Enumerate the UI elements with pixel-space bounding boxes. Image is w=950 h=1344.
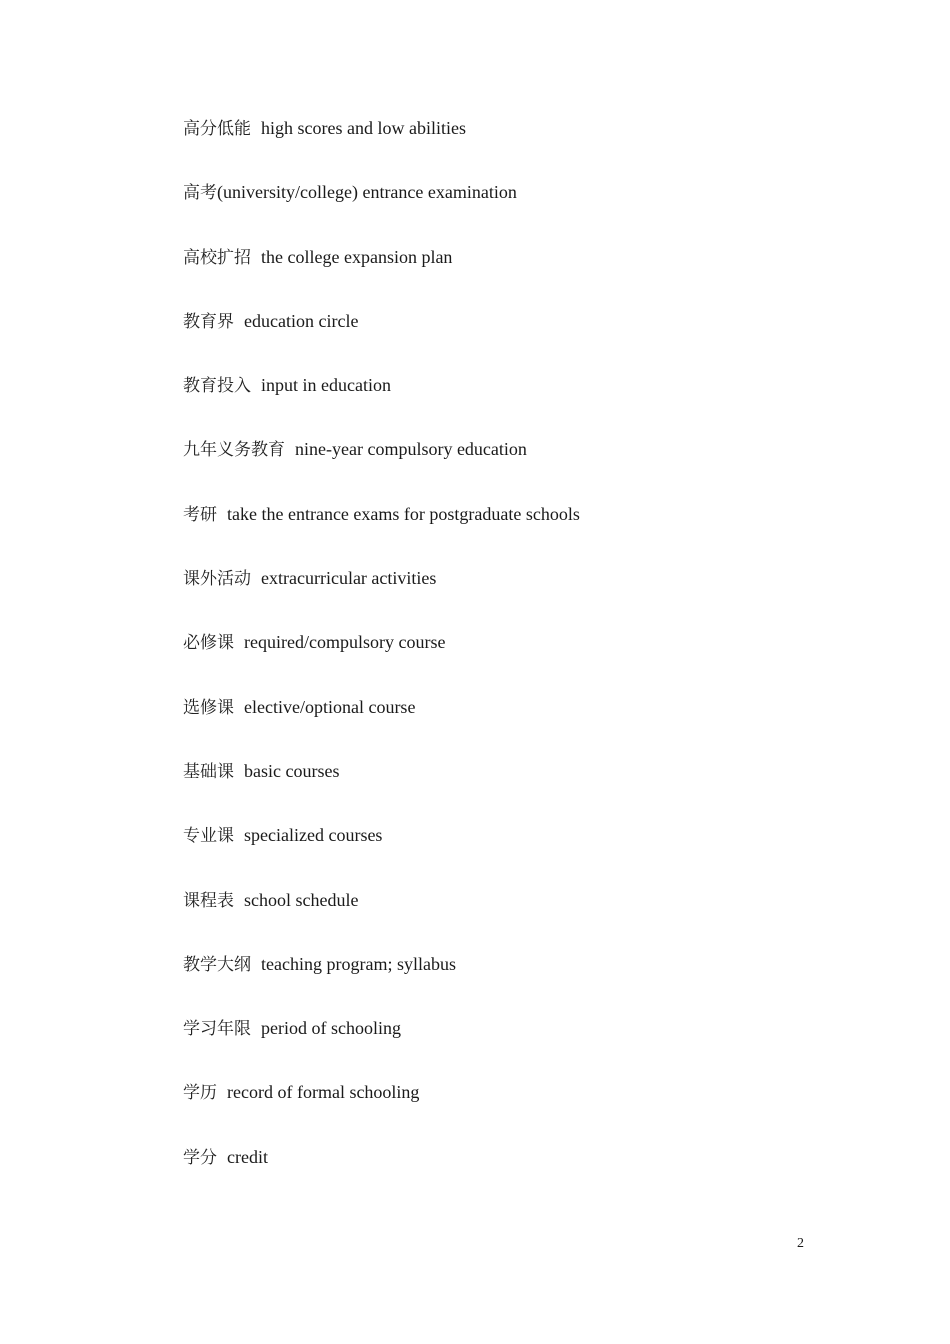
term-english: (university/college) entrance examination [217,182,517,203]
term-english: high scores and low abilities [261,118,466,138]
glossary-list [183,116,580,1209]
page-number: 2 [797,1236,804,1251]
term-chinese: 考研 [183,504,217,525]
term-english: teaching program; syllabus [261,953,456,974]
term-english: basic courses [244,760,340,781]
glossary-entry [183,630,580,694]
term-chinese: 九年义务教育 [183,440,285,461]
term-english: required/compulsory course [244,632,446,653]
term-chinese: 教学大纲 [183,954,251,975]
term-english: the college expansion plan [261,246,453,267]
term-chinese: 基础课 [183,761,234,782]
glossary-entry [183,952,580,1016]
term-chinese: 高校扩招 [183,247,251,268]
glossary-entry [183,695,580,759]
glossary-entry [183,566,580,630]
term-chinese: 教育界 [183,311,234,332]
glossary-entry [183,1080,580,1144]
glossary-entry [183,888,580,952]
term-chinese: 学习年限 [183,1019,251,1040]
glossary-entry [183,180,580,244]
term-chinese: 必修课 [183,633,234,654]
glossary-entry [183,116,580,180]
glossary-entry [183,502,580,566]
term-english: school schedule [244,889,359,910]
term-english: record of formal schooling [227,1082,420,1103]
term-english: extracurricular activities [261,568,437,589]
term-chinese: 高考 [183,183,217,204]
term-chinese: 学分 [183,1147,217,1168]
term-english: education circle [244,310,359,331]
glossary-entry [183,1016,580,1080]
glossary-entry [183,245,580,309]
term-chinese: 高分低能 [183,119,251,139]
term-english: take the entrance exams for postgraduate schools [227,503,580,524]
glossary-entry [183,759,580,823]
term-english: period of schooling [261,1018,401,1039]
term-english: input in education [261,375,391,396]
glossary-entry [183,823,580,887]
term-chinese: 选修课 [183,697,234,718]
term-chinese: 专业课 [183,826,234,847]
term-chinese: 学历 [183,1083,217,1104]
glossary-entry [183,309,580,373]
glossary-entry [183,373,580,437]
term-chinese: 课外活动 [183,569,251,590]
term-english: specialized courses [244,825,383,846]
term-chinese: 教育投入 [183,376,251,397]
glossary-entry [183,437,580,501]
term-english: credit [227,1146,268,1167]
term-chinese: 课程表 [183,890,234,911]
term-english: nine-year compulsory education [295,439,527,460]
glossary-entry [183,1145,580,1209]
term-english: elective/optional course [244,696,416,717]
